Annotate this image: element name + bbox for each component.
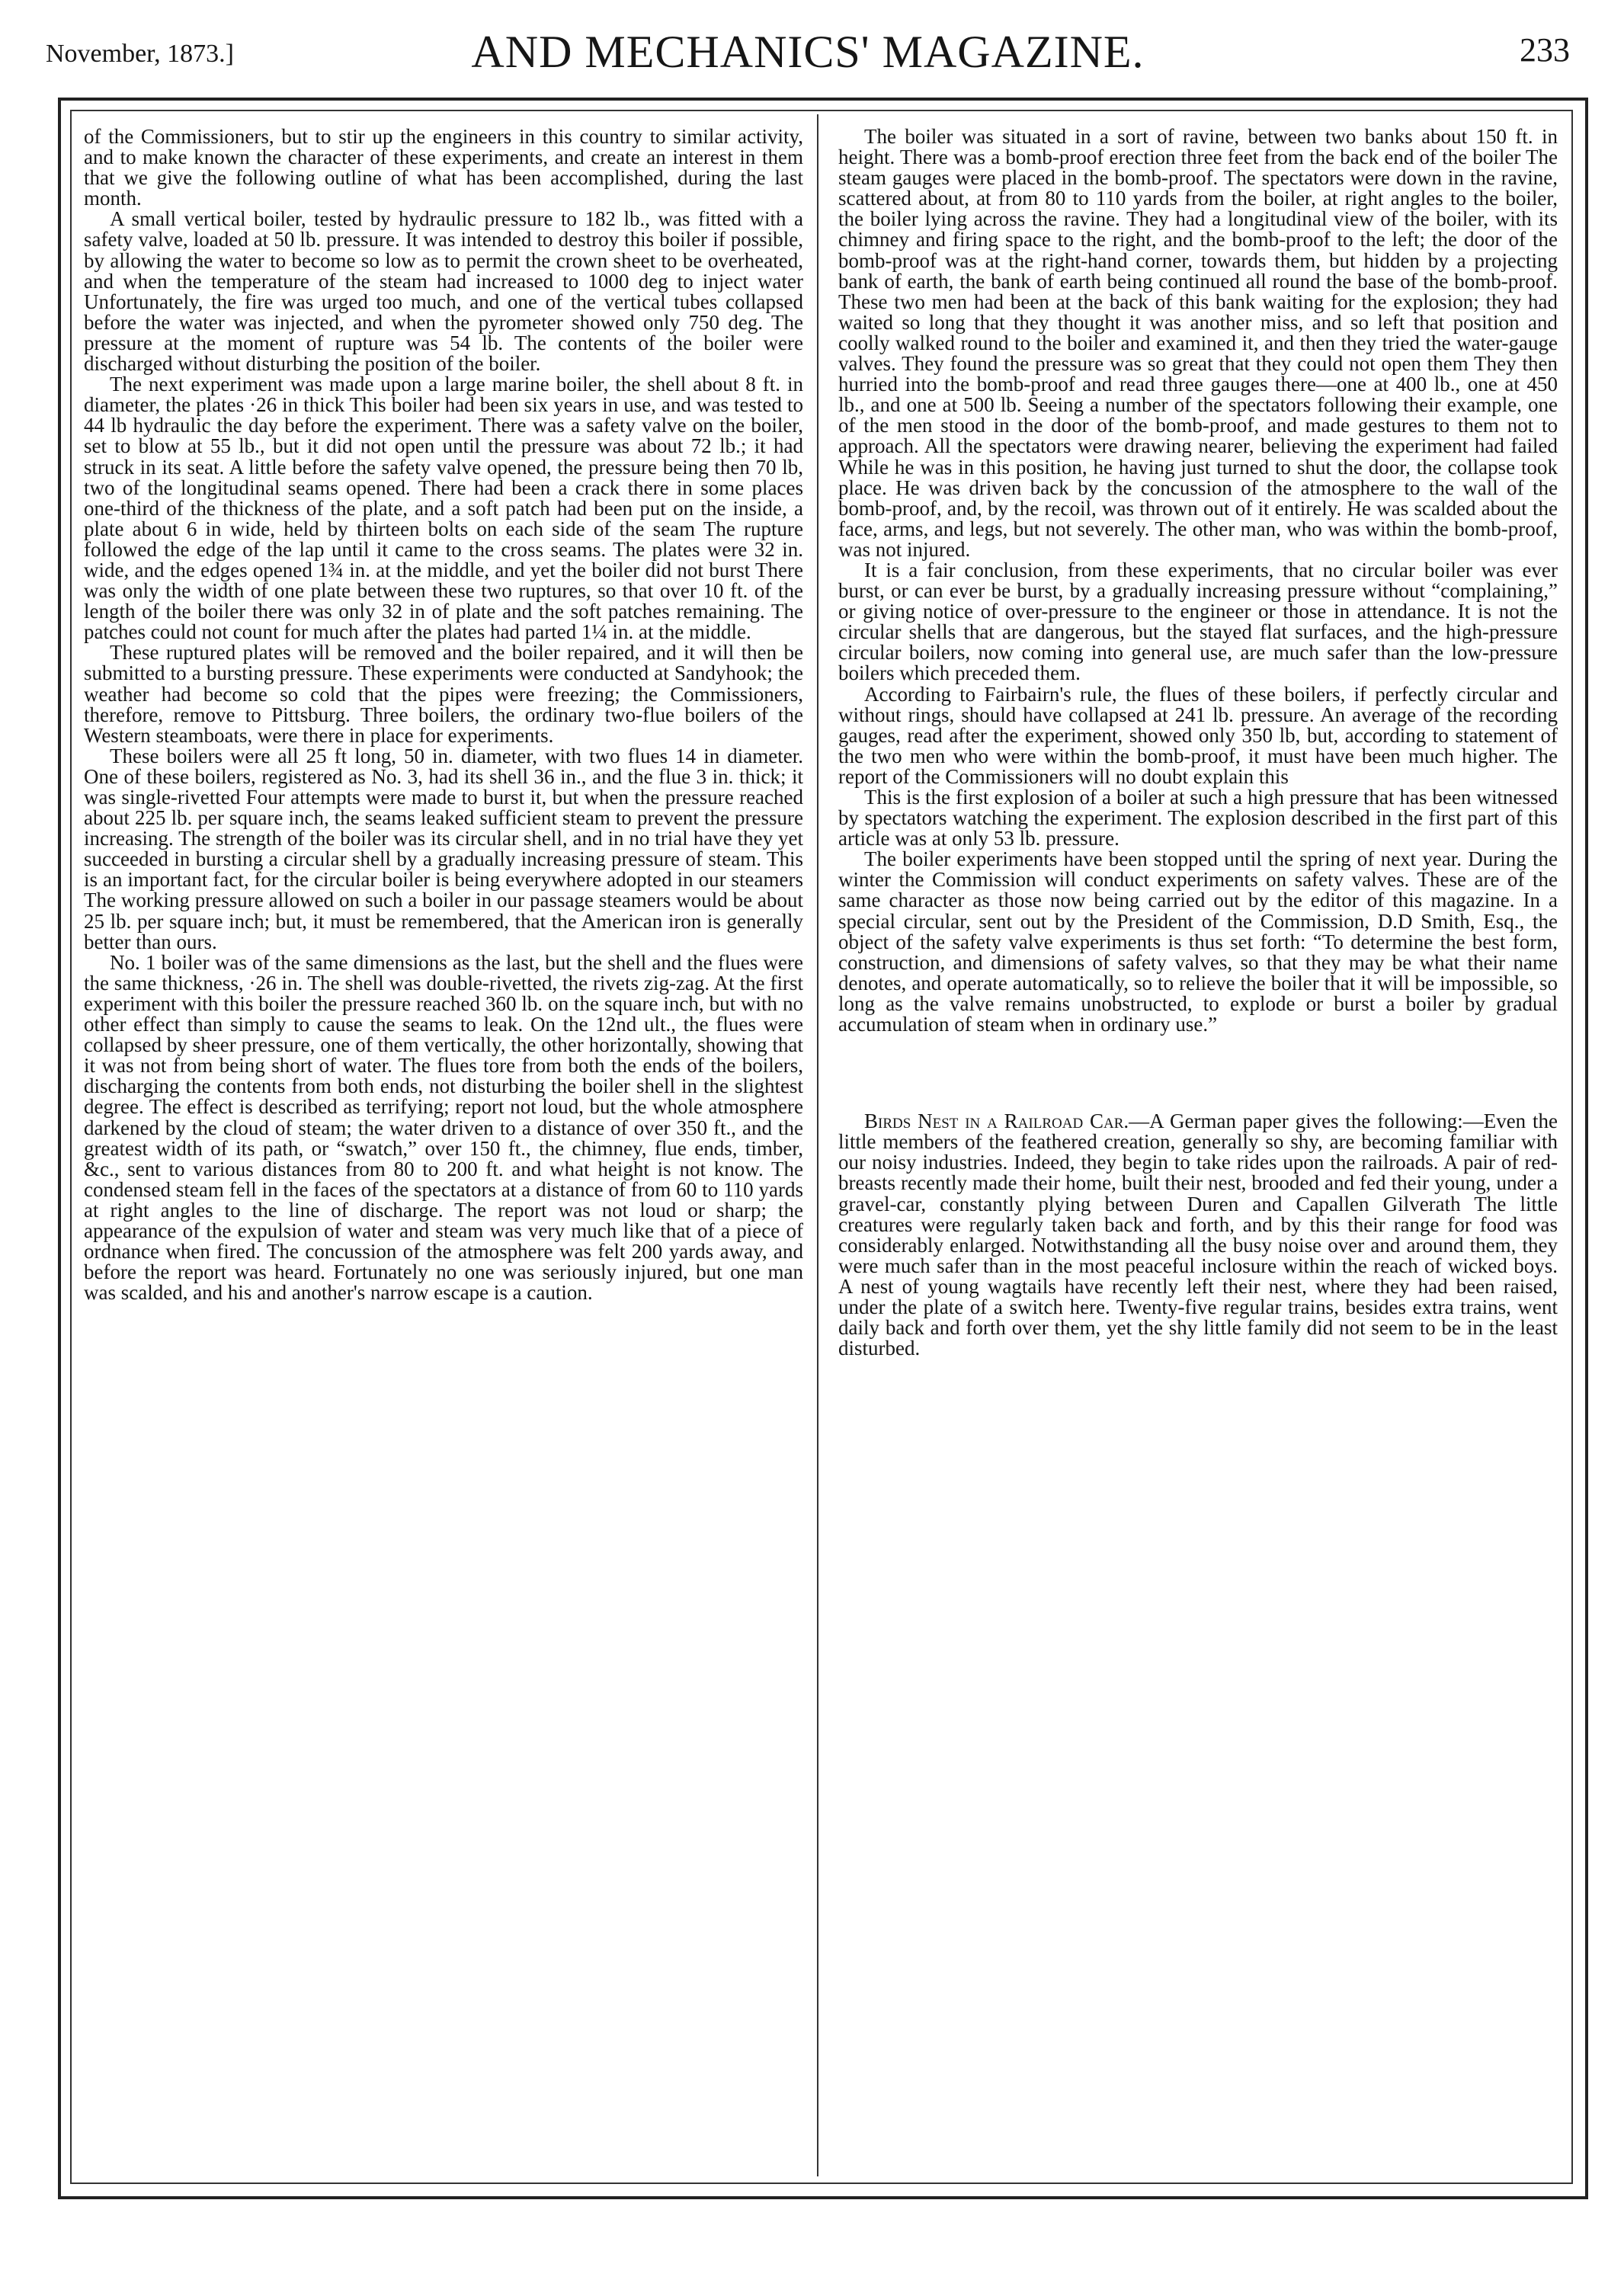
issue-date: November, 1873.] — [46, 40, 234, 68]
right-paragraph-3: According to Fairbairn's rule, the flues of these boilers, if perfectly circular and without rings, should have collapsed at 241 lb. pressure. An average of the recording gauges, read after the experiment, showed only 350 lb, but, according to statement of the two men who were within the bomb-proof, it must have been much higher. The report of the Commissioners will no doubt explain this — [838, 682, 1558, 788]
birds-nest-article — [838, 1111, 1558, 1359]
left-paragraph-5: These boilers were all 25 ft long, 50 in. diameter, with two flues 14 in diameter. One of these boilers, registered as No. 3, had its shell 36 in., and the flue 3 in. thick; it was single-rivetted Four attempts were made to burst it, but when the pressure reached about 225 lb. per square inch, the seams leaked sufficient steam to prevent the pressure increasing. The strength of the boiler was its circular shell, and in no trial have they yet succeeded in bursting a circular shell by a gradually increasing pressure of steam. This is an important fact, for the circular boiler is being everywhere adopted in our steamers The working pressure allowed on such a boiler in our passage steamers would be about 25 lb. per square inch; but, it must be remembered, that the American iron is generally better than ours. — [84, 744, 803, 953]
page-header — [46, 20, 1570, 88]
article-separator — [838, 1035, 1558, 1111]
right-paragraph-2: It is a fair conclusion, from these experiments, that no circular boiler was ever burst, or can ever be burst, by a gradually increasing pressure without “complaining,” or giving notice of over-pressure to the engineer or those in attendance. It is not the circular shells that are dangerous, but the stayed flat surfaces, and the high-pressure circular boilers, now coming into general use, are much safer than the low-pressure boilers which preceded them. — [838, 558, 1558, 685]
left-paragraph-6: No. 1 boiler was of the same dimensions as the last, but the shell and the flues were the same thickness, ·26 in. The shell was double-rivetted, the rivets zig-zag. At the first experiment with this boiler the pressure reached 360 lb. on the square inch, but with no other effect than simply to cause the seams to leak. On the 12nd ult., the flues were collapsed by sheer pressure, one of them vertically, the other horizontally, showing that it was not from being short of water. The flues tore from both the ends of the boilers, discharging the contents from both ends, not disturbing the boiler shell in the slightest degree. The effect is described as terrifying; report not loud, but the whole atmosphere darkened by the cloud of steam; the water driven to a distance of over 350 ft., and the greatest width of its path, or “swatch,” over 150 ft., the chimney, flue ends, timber, &c., sent to various distances from 80 to 200 ft. and what height is not know. The condensed steam fell in the faces of the spectators at a distance of from 60 to 110 yards at right angles to the line of discharge. The report was not loud or sharp; the appearance of the expulsion of water and steam was very much like that of a piece of ordnance when fired. The concussion of the atmosphere was felt 200 yards away, and before the report was heard. Fortunately no one was seriously injured, but one man was scalded, and his and another's narrow escape is a caution. — [84, 950, 803, 1305]
birds-nest-heading: Birds Nest in a Railroad Car. — [864, 1110, 1129, 1133]
left-paragraph-3: The next experiment was made upon a large marine boiler, the shell about 8 ft. in diameter, the plates ·26 in thick This boiler had been six years in use, and was tested to 44 lb hydraulic the day before the experiment. There was a safety valve on the boiler, set to blow at 55 lb., but it did not open until the pressure was about 72 lb.; it had struck in its seat. A little before the safety valve opened, the pressure being then 70 lb, two of the longitudinal seams opened. There had been a crack there in some places one-third of the thickness of the plate, and a soft patch had been put on the inside, a plate about 6 in wide, held by thirteen bolts on each side of the seam The rupture followed the edge of the lap until it came to the cross seams. The plates were 32 in. wide, and the edges opened 1¾ in. at the middle, and yet the boiler did not burst There was only the width of one plate between these two ruptures, so that over 10 ft. of the length of the boiler there was only 32 in of plate and the soft patches remaining. The patches could not count for much after the plates had parted 1¼ in. at the middle. — [84, 373, 803, 644]
left-paragraph-1: of the Commissioners, but to stir up the engineers in this country to similar activity, and to make known the character of these experiments, and create an interest in them that we give the following outline of what has been accomplished, during the last month. — [84, 125, 803, 210]
right-paragraph-4: This is the first explosion of a boiler at such a high pressure that has been witnessed by spectators watching the experiment. The explosion described in the first part of this article was at only 53 lb. pressure. — [838, 786, 1558, 850]
right-paragraph-5: The boiler experiments have been stopped until the spring of next year. During the winter the Commission will conduct experiments on safety valves. These are of the same character as those now being carried out by the editor of this magazine. In a special circular, sent out by the President of the Commission, D.D Smith, Esq., the object of the safety valve experiments is thus set forth: “To determine the best form, construction, and dimensions of safety valves, so that they may be what their name denotes, and operate automatically, so to relieve the boiler that it will be impossible, so long as the valve remains unobstructed, to explode or burst a boiler by gradual accumulation of steam when in ordinary use.” — [838, 847, 1558, 1036]
birds-nest-text: —A German paper gives the following:—Even the little members of the feathered creation, generally so shy, are becoming familiar with our noisy industries. Indeed, they begin to take rides upon the railroads. A pair of red-breasts recently made their home, built their nest, brooded and fed their young, under a gravel-car, constantly plying between Duren and Capallen Gilverath The little creatures were regularly taken back and forth, and by this their range for food was considerably enlarged. Notwithstanding all the busy noise over and around them, they were much safer than in the most peaceful inclosure within the reach of wicked boys. A nest of young wagtails have recently left their nest, where they had been raised, under the plate of a switch here. Twenty-five regular trains, besides extra trains, went daily back and forth over them, yet the shy little family did not seem to be in the least disturbed. — [838, 1110, 1558, 1360]
page-number: 233 — [1520, 31, 1570, 69]
column-divider — [817, 114, 818, 2176]
left-column — [84, 126, 803, 1303]
left-paragraph-4: These ruptured plates will be removed and the boiler repaired, and it will then be submitted to a bursting pressure. These experiments were conducted at Sandyhook; the weather had become so cold that the pipes were freezing; the Commissioners, therefore, remove to Pittsburg. Three boilers, the ordinary two-flue boilers of the Western steamboats, were there in place for experiments. — [84, 641, 803, 747]
right-column — [838, 126, 1558, 1359]
left-paragraph-2: A small vertical boiler, tested by hydraulic pressure to 182 lb., was fitted with a safety valve, loaded at 50 lb. pressure. It was intended to destroy this boiler if possible, by allowing the water to become so low as to permit the crown sheet to be overheated, and when the temperature of the steam had increased to 1000 deg to inject water Unfortunately, the fire was urged too much, and one of the vertical tubes collapsed before the water was injected, and when the pyrometer showed only 750 deg. The pressure at the moment of rupture was 54 lb. The contents of the boiler were discharged without disturbing the position of the boiler. — [84, 207, 803, 376]
right-paragraph-1: The boiler was situated in a sort of ravine, between two banks about 150 ft. in height. There was a bomb-proof erection three feet from the back end of the boiler The steam gauges were placed in the bomb-proof. The spectators were down in the ravine, scattered about, at from 80 to 110 yards from the boiler, at right angles to the boiler, the boiler lying across the ravine. They had a longitudinal view of the boiler, with its chimney and firing space to the right, and the bomb-proof to the left; the door of the bomb-proof was at the right-hand corner, towards them, but hidden by a projecting bank of earth, the bank of earth being continued all round the base of the bomb-proof. These two men had been at the back of this bank waiting for the explosion; they had waited so long that they thought it was another miss, and so left that position and coolly walked round to the boiler and examined it, and then they tried the water-gauge valves. They found the pressure was so great that they could not open them They then hurried into the bomb-proof and read three gauges there—one at 400 lb., one at 450 lb., and one at 500 lb. Seeing a number of the spectators following their example, one of the men stood in the door of the bomb-proof, and made gestures to them not to approach. All the spectators were drawing nearer, believing the experiment had failed While he was in this position, he having just turned to shut the door, the collapse took place. He was driven back by the concussion of the atmosphere to the wall of the bomb-proof, and, by the recoil, was thrown out of it entirely. He was scalded about the face, arms, and legs, but not severely. The other man, who was within the bomb-proof, was not injured. — [838, 125, 1558, 561]
magazine-title: AND MECHANICS' MAGAZINE. — [471, 27, 1145, 77]
